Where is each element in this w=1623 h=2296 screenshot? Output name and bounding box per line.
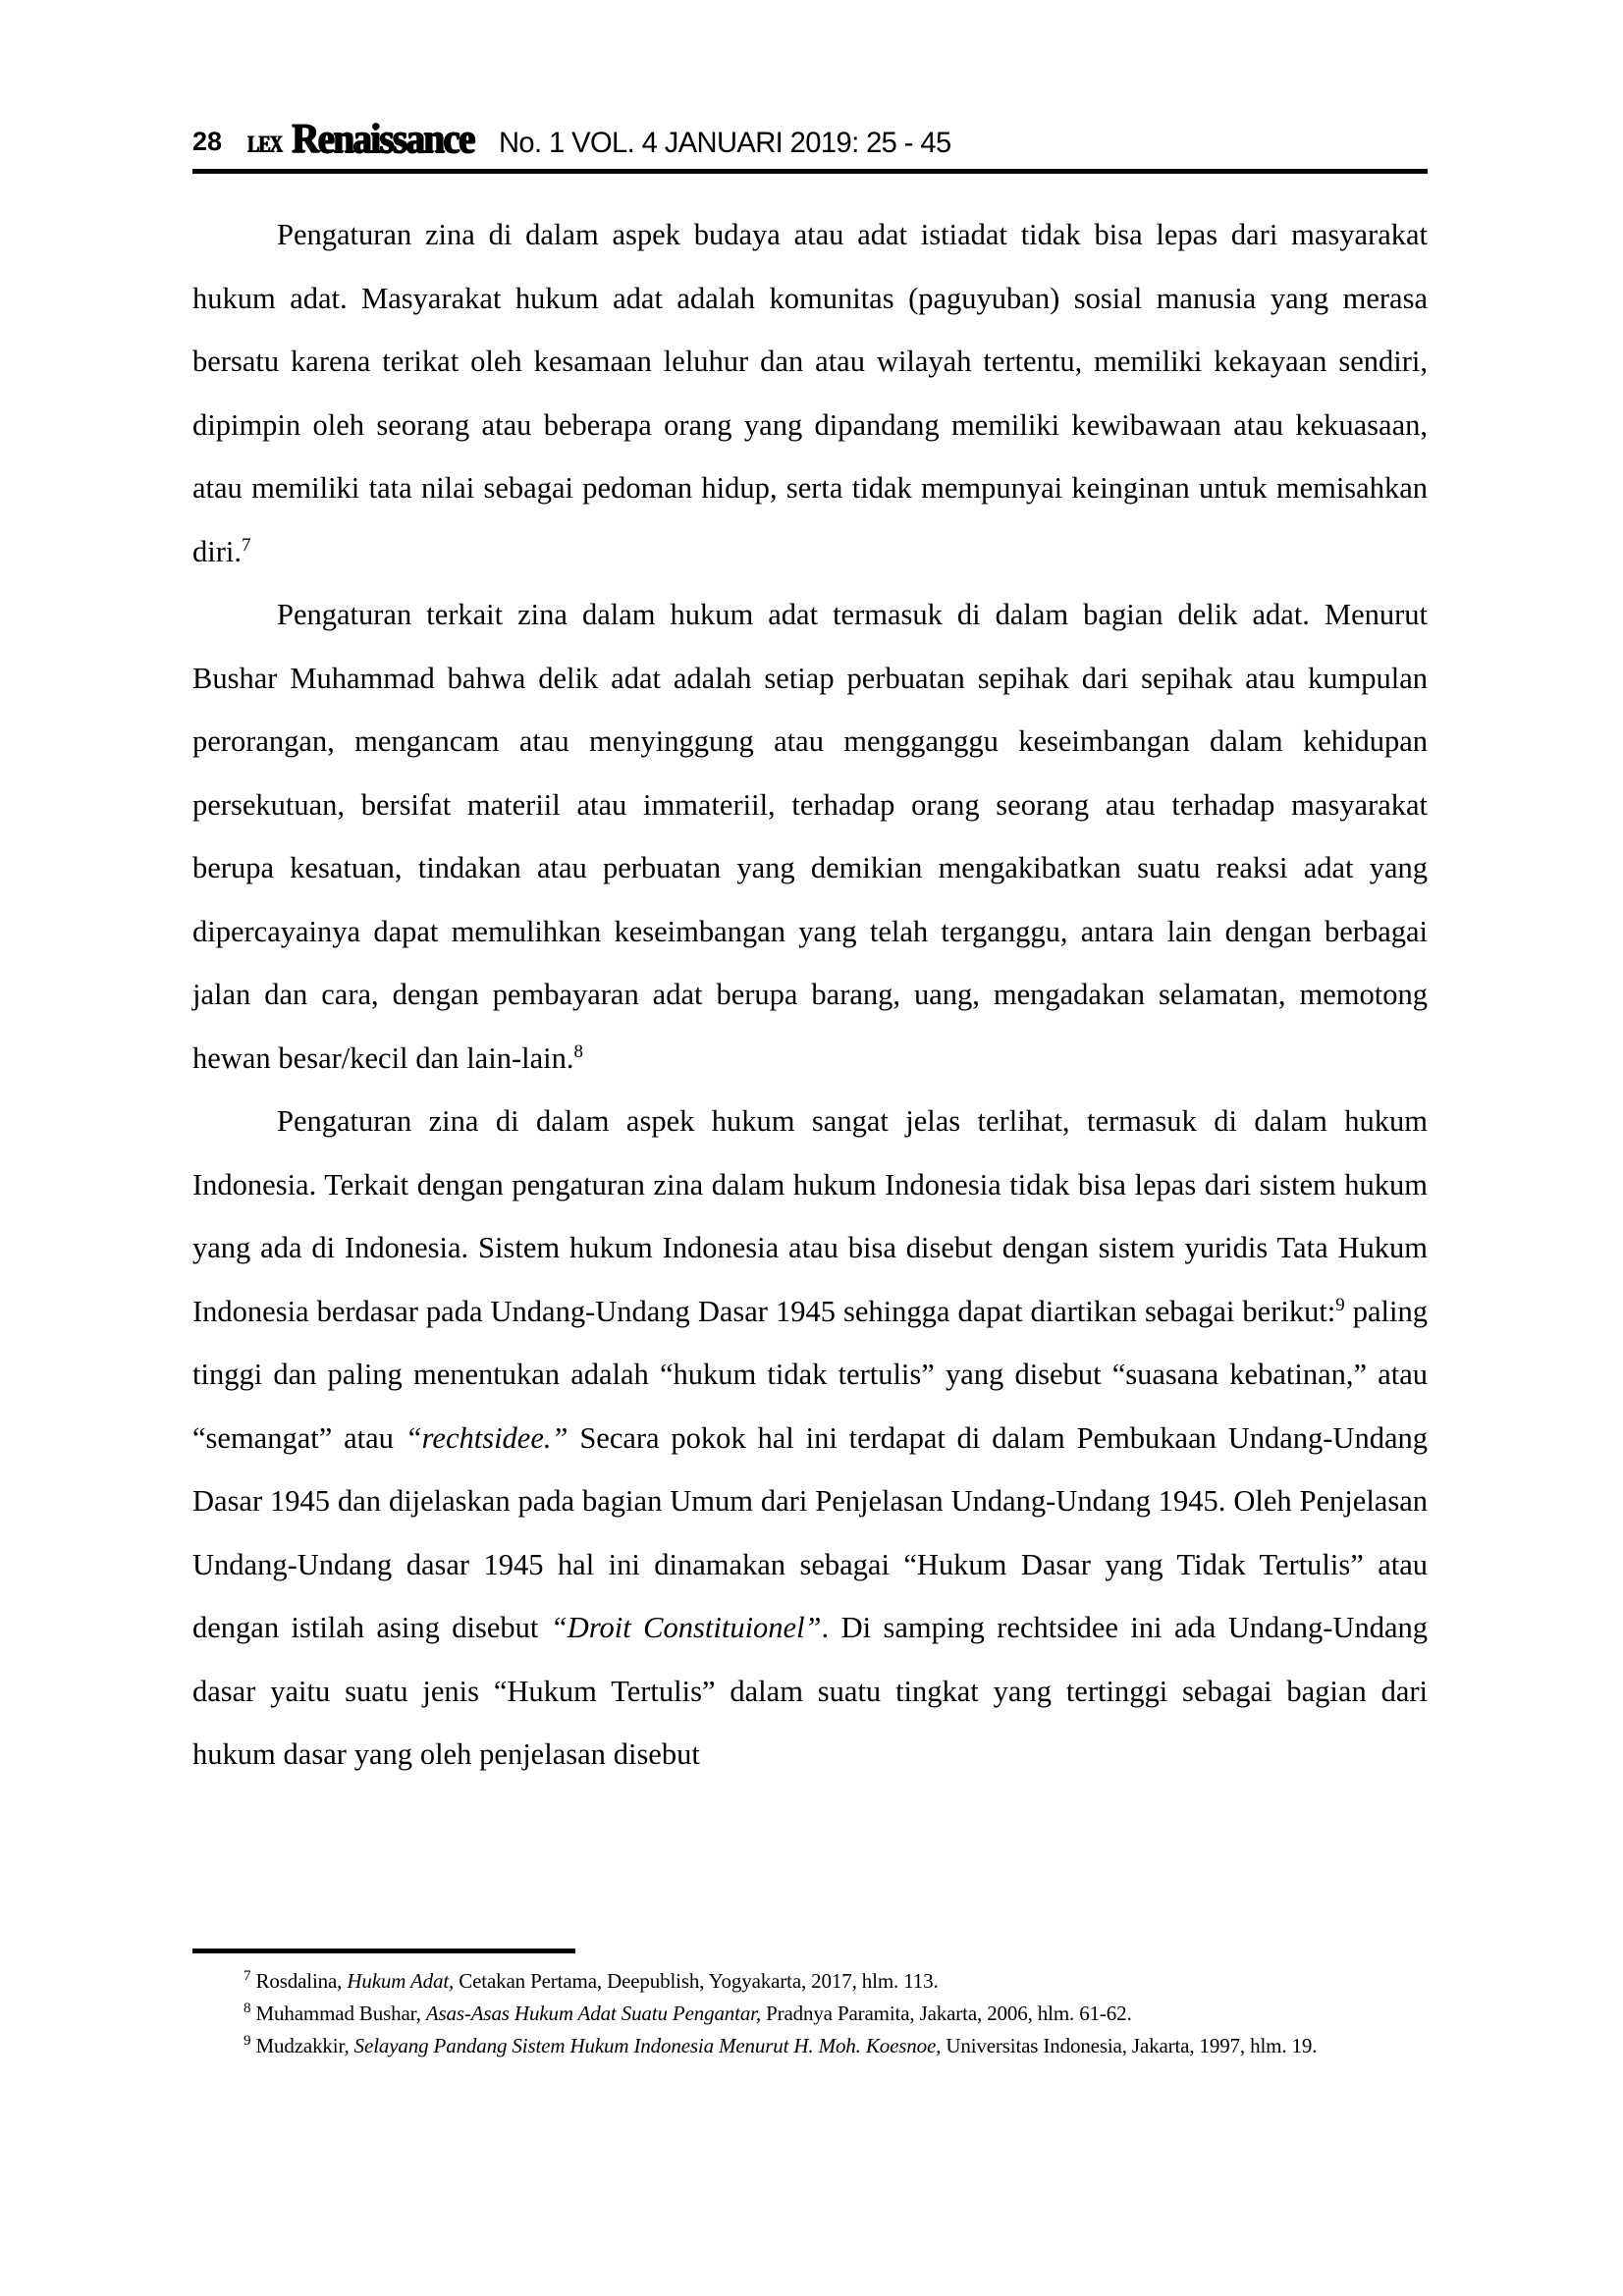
body-paragraph: Pengaturan zina di dalam aspek hukum sangat jelas terlihat, termasuk di dalam hukum Indonesia. Terkait dengan pengaturan zina dalam hukum Indonesia tidak bisa lepas dari sistem hukum yang ada di Indonesia. Sistem hukum Indonesia atau bisa disebut dengan sistem yuridis Tata Hukum Indonesia berdasar pada Undang-Undang Dasar 1945 sehingga dapat diartikan sebagai berikut:$^9$ paling tinggi dan paling menentukan adalah “hukum tidak tertulis” yang disebut “suasana kebatinan,” atau “semangat” atau “rechtsidee.” Secara pokok hal ini terdapat di dalam Pembukaan Undang-Undang Dasar 1945 dan dijelaskan pada bagian Umum dari Penjelasan Undang-Undang 1945. Oleh Penjelasan Undang-Undang dasar 1945 hal ini dinamakan sebagai “Hukum Dasar yang Tidak Tertulis” atau dengan istilah asing disebut “Droit Constituionel”. Di samping rechtsidee ini ada Undang-Undang dasar yaitu suatu jenis “Hukum Tertulis” dalam suatu tingkat yang tertinggi sebagai bagian dari hukum dasar yang oleh penjelasan disebut	[192, 1104, 1429, 1771]
header-divider-rule	[192, 169, 1428, 174]
running-head	[192, 116, 1428, 177]
footnote-item: $^9$ Mudzakkir, Selayang Pandang Sistem Hukum Indonesia Menurut H. Moh. Koesnoe, Universitas Indonesia, Jakarta, 1997, hlm. 19.	[243, 2033, 1318, 2057]
masthead-renaissance-word: Renaissance	[291, 117, 474, 162]
page-number: 28	[192, 127, 223, 156]
masthead-lex-word: LEX	[247, 131, 283, 157]
footnote-list	[192, 1965, 1459, 2062]
body-paragraph: Pengaturan zina di dalam aspek budaya atau adat istiadat tidak bisa lepas dari masyarakat hukum adat. Masyarakat hukum adat adalah komunitas (paguyuban) sosial manusia yang merasa bersatu karena terikat oleh kesamaan leluhur dan atau wilayah tertentu, memiliki kekayaan sendiri, dipimpin oleh seorang atau beberapa orang yang dipandang memiliki kewibawaan atau kekuasaan, atau memiliki tata nilai sebagai pedoman hidup, serta tidak mempunyai keinginan untuk memisahkan diri.$^7$	[192, 218, 1428, 568]
footnote-item: $^8$ Muhammad Bushar, Asas-Asas Hukum Adat Suatu Pengantar, Pradnya Paramita, Jakarta, 2006, hlm. 61-62.	[243, 2001, 1132, 2025]
body-paragraph: Pengaturan terkait zina dalam hukum adat termasuk di dalam bagian delik adat. Menurut Bushar Muhammad bahwa delik adat adalah setiap perbuatan sepihak dari sepihak atau kumpulan perorangan, mengancam atau menyinggung atau mengganggu keseimbangan dalam kehidupan persekutuan, bersifat materiil atau immateriil, terhadap orang seorang atau terhadap masyarakat berupa kesatuan, tindakan atau perbuatan yang demikian mengakibatkan suatu reaksi adat yang dipercayainya dapat memulihkan keseimbangan yang telah terganggu, antara lain dengan berbagai jalan dan cara, dengan pembayaran adat berupa barang, uang, mengadakan selamatan, memotong hewan besar/kecil dan lain-lain.$^8$	[192, 598, 1428, 1075]
footnote-item: $^7$ Rosdalina, Hukum Adat, Cetakan Pertama, Deepublish, Yogyakarta, 2017, hlm. 113.	[243, 1968, 939, 1993]
footnote-separator-rule	[192, 1949, 575, 1953]
issue-citation: No. 1 VOL. 4 JANUARI 2019: 25 - 45	[499, 127, 951, 159]
body-column	[192, 203, 1428, 1787]
journal-masthead	[247, 116, 487, 163]
footnote-section	[192, 1949, 1459, 2062]
